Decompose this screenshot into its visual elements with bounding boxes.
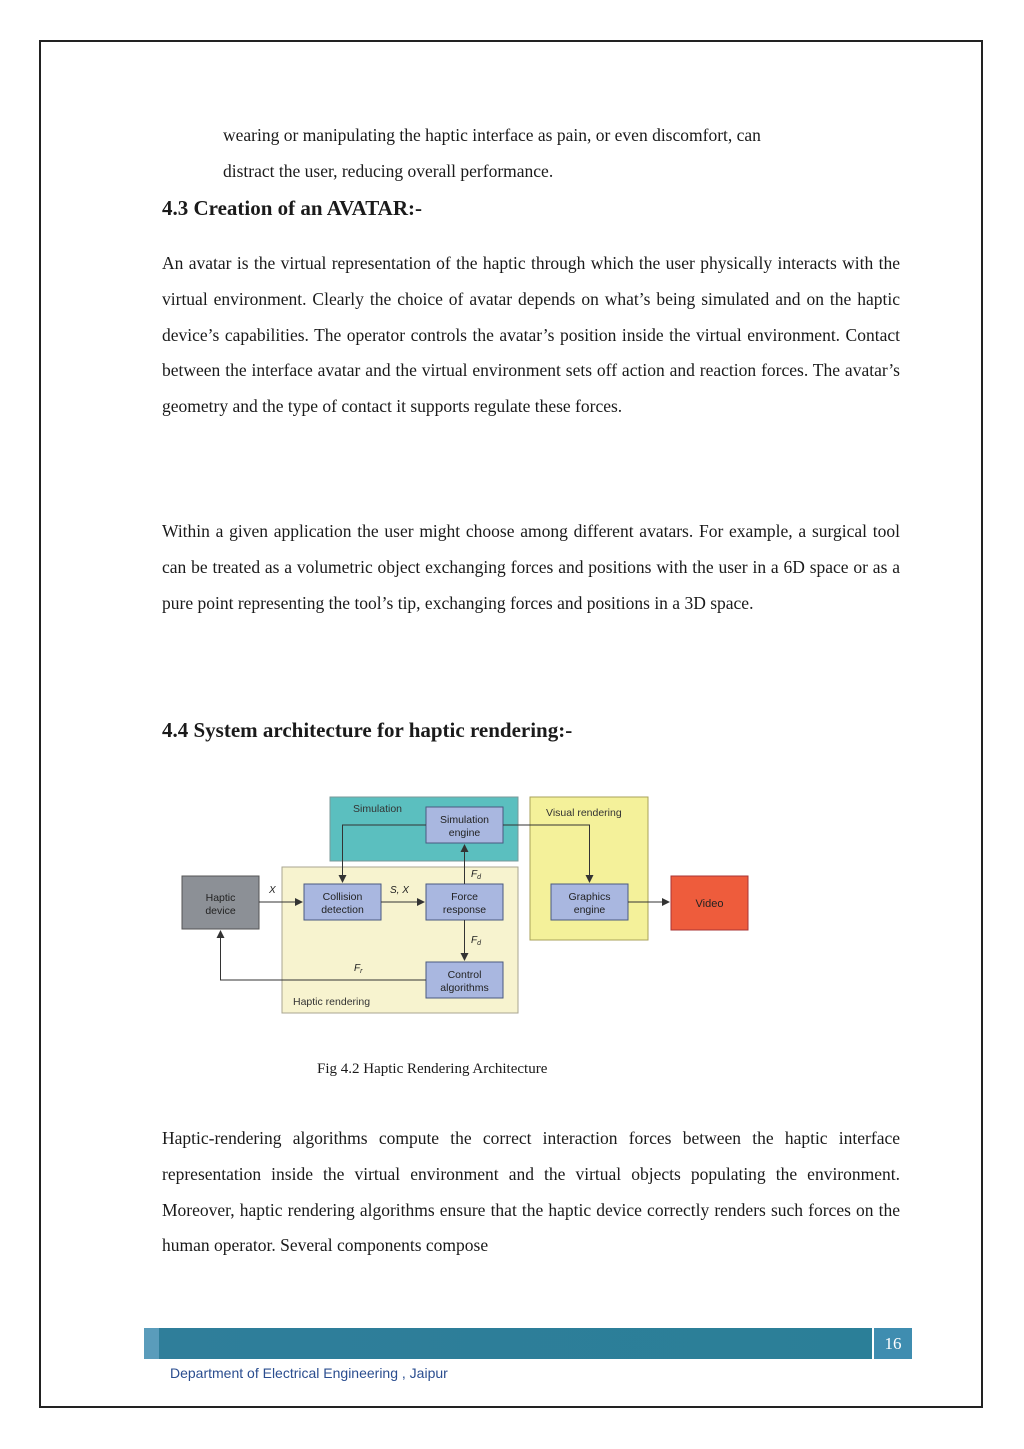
figure-caption: Fig 4.2 Haptic Rendering Architecture <box>317 1061 548 1077</box>
haptic-device-label-1: Haptic <box>205 892 236 904</box>
continuation-text <box>223 118 903 190</box>
collision-detection-label-1: Collision <box>322 891 363 903</box>
visual-rendering-region-label: Visual rendering <box>546 807 622 819</box>
simulation-engine-label-1: Simulation <box>439 814 490 826</box>
control-algorithms-label-2: algorithms <box>440 982 489 994</box>
footer-department: Department of Electrical Engineering , Jaipur <box>170 1365 448 1381</box>
video-label: Video <box>695 898 724 910</box>
force-response-label-2: response <box>442 904 487 916</box>
avatar-paragraph-1: An avatar is the virtual representation of the haptic through which the user physically interacts with the virtual environment. Clearly the choice of avatar depends on what’s being simulated and on the haptic device’s capabilities. The operator controls the avatar’s position inside the virtual environment. Contact between the interface avatar and the virtual environment sets off action and reaction forces. The avatar’s geometry and the type of contact it supports regulate these forces. <box>162 253 900 417</box>
simulation-region-label: Simulation <box>353 803 403 815</box>
graphics-engine-label-2: engine <box>573 904 606 916</box>
force-response-label-1: Force <box>451 891 478 903</box>
avatar-paragraph-2: Within a given application the user might choose among different avatars. For example, a surgical tool can be treated as a volumetric object exchanging forces and positions with the user in a 6D space or as a pure point representing the tool’s tip, exchanging forces and positions in a 3D space. <box>162 521 900 613</box>
haptic-rendering-architecture-diagram <box>180 795 750 1017</box>
haptic-device-label-2: device <box>205 905 236 917</box>
continuation-line-1: wearing or manipulating the haptic interface as pain, or even discomfort, can <box>223 125 761 145</box>
collision-detection-label-2: detection <box>321 904 364 916</box>
section-heading-4-3: 4.3 Creation of an AVATAR:- <box>162 196 422 220</box>
simulation-engine-label-2: engine <box>448 827 481 839</box>
continuation-line-2: distract the user, reducing overall performance. <box>223 160 554 181</box>
architecture-paragraph: Haptic-rendering algorithms compute the correct interaction forces between the haptic interface representation inside the virtual environment and the virtual objects populating the environment. Moreover, haptic rendering algorithms ensure that the haptic device correctly renders such forces on the human operator. Several components compose <box>162 1128 900 1256</box>
section-heading-4-4: 4.4 System architecture for haptic rendering:- <box>162 718 573 742</box>
graphics-engine-label-1: Graphics <box>568 891 611 903</box>
label-fr: $F_r$ <box>354 963 363 975</box>
control-algorithms-label-1: Control <box>447 969 482 981</box>
label-s-x: S, X <box>390 885 409 896</box>
footer-bar <box>144 1328 872 1359</box>
page-number: 16 <box>874 1328 912 1359</box>
label-fd-bottom: $F_d$ <box>471 935 482 947</box>
label-x: X <box>269 885 276 896</box>
haptic-rendering-region-label: Haptic rendering <box>293 996 371 1008</box>
label-fd-top: $F_d$ <box>471 869 482 881</box>
footer-bar-accent <box>144 1328 159 1359</box>
